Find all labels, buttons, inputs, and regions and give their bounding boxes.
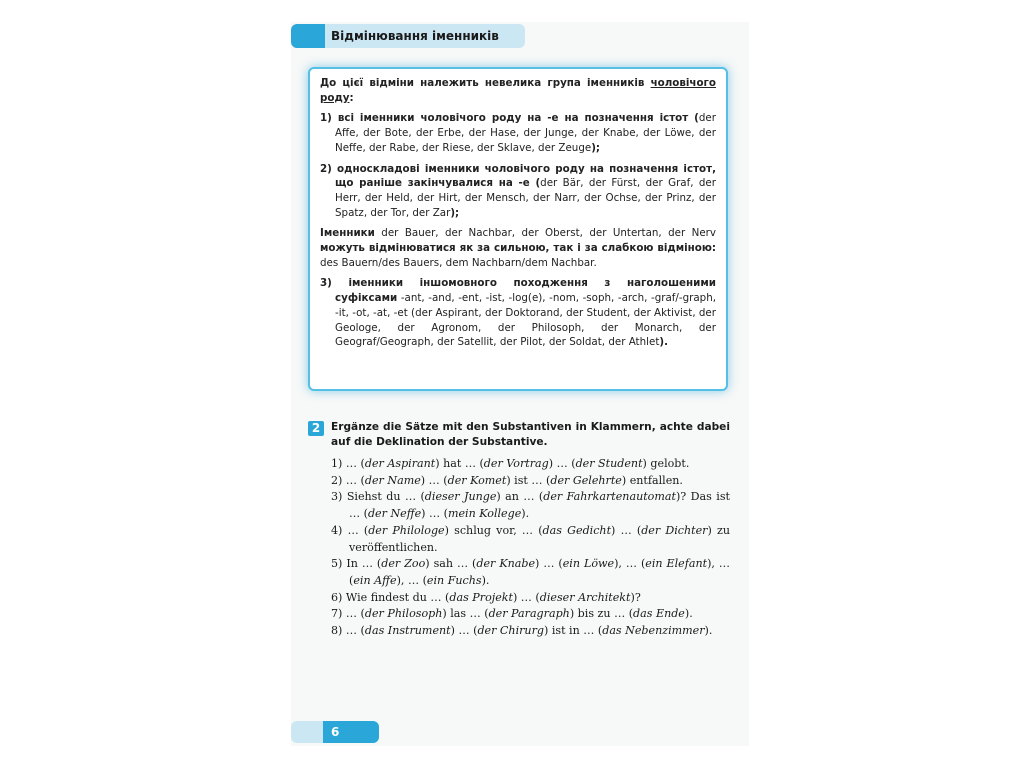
exercise-text: ) … ( (450, 624, 478, 638)
rule-item-2: 2) односкладові іменники чоловічого роду на позначення істот, що раніше закінчувалися на -е (der Bär, der Fürst, der Graf, der Herr, der Held, der Hirt, der Mensch, der Narr, der Ochse, der Prinz, der Spatz, der Tor, der Zar); (320, 162, 716, 219)
exercise-hint: der Student (575, 457, 643, 470)
exercise-hint: der Vortrag (483, 457, 549, 470)
exercise-hint: das Gedicht (542, 523, 612, 537)
exercise-text: ) entfallen. (621, 473, 683, 487)
exercise-text: ) an … ( (496, 490, 544, 504)
exercise-item (331, 623, 730, 640)
exercise-text: ) hat … ( (435, 457, 484, 470)
exercise-text: ) … ( (611, 523, 642, 537)
exercise-hint: das Ende (633, 607, 685, 621)
exercise-2 (308, 420, 730, 640)
exercise-item (331, 473, 730, 490)
exercise-hint: ein Fuchs (426, 573, 482, 587)
exercise-text: ) ist … ( (506, 473, 551, 487)
section-title: Відмінювання іменників (325, 24, 525, 48)
exercise-hint: ein Affe (353, 573, 397, 587)
exercise-text: ) bis zu … ( (569, 607, 634, 621)
exercise-text: 8) … ( (331, 624, 365, 638)
exercise-text: ), … ( (614, 557, 646, 571)
exercise-hint: der Name (364, 473, 421, 487)
exercise-hint: der Komet (447, 473, 507, 487)
exercise-hint: ein Elefant (645, 557, 708, 571)
exercise-text: 6) Wie findest du … ( (331, 590, 450, 604)
exercise-text: 4) … ( (331, 523, 369, 537)
exercise-hint: der Gelehrte (550, 473, 622, 487)
exercise-items (331, 456, 730, 640)
exercise-hint: der Philologe (368, 523, 445, 537)
exercise-text: )? (630, 590, 641, 604)
textbook-page (291, 22, 749, 746)
exercise-item (331, 590, 730, 607)
rule-intro: До цієї відміни належить невелика група іменників чоловічого роду: (320, 77, 716, 104)
exercise-text: ) las … ( (442, 607, 489, 621)
exercise-text: ) … ( (420, 473, 448, 487)
exercise-hint: der Fahrkartenautomat (543, 490, 676, 504)
exercise-text: ) schlug vor, … ( (444, 523, 543, 537)
exercise-text: ) … ( (548, 457, 576, 470)
exercise-item (331, 456, 730, 473)
exercise-text: 1) … ( (331, 457, 365, 470)
exercise-instruction: Ergänze die Sätze mit den Substantiven in Klammern, achte dabei auf die Deklination der Substantive. (331, 421, 730, 448)
exercise-hint: der Aspirant (364, 457, 436, 470)
section-header (291, 24, 525, 48)
exercise-hint: der Neffe (367, 507, 422, 521)
footer-accent-tab (291, 721, 323, 743)
exercise-hint: dieser Junge (424, 490, 497, 504)
exercise-text: ). (704, 624, 713, 638)
exercise-item (331, 556, 730, 589)
exercise-item (331, 523, 730, 556)
exercise-hint: ein Löwe (562, 557, 615, 571)
exercise-hint: das Instrument (364, 624, 451, 638)
exercise-text: ) … ( (535, 557, 563, 571)
exercise-text: ) gelobt. (642, 457, 690, 470)
exercise-hint: der Knabe (476, 557, 536, 571)
exercise-number-badge: 2 (308, 421, 324, 436)
exercise-text: ), … ( (396, 573, 427, 587)
exercise-text: ). (684, 607, 693, 621)
exercise-item (331, 606, 730, 623)
rule-item-3: 3) іменники іншомовного походження з наголошеними суфіксами -ant, -and, -ent, -ist, -log(e), -nom, -soph, -arch, -graf/-graph, -it, -ot, -at, -et (der Aspirant, der Doktorand, der Student, der Aktivist, der Geologe, der Agronom, der Philosoph, der Monarch, der Geograf/Geograph, der Satellit, der Pilot, der Soldat, der Athlet). (320, 277, 716, 349)
exercise-text: ) … ( (421, 507, 448, 521)
rule-intro-underlined: чоловічого роду (320, 77, 716, 104)
rule-note: Іменники der Bauer, der Nachbar, der Oberst, der Untertan, der Nerv можуть відмінюватися як за сильною, так і за слабкою відміною: des Bauern/des Bauers, dem Nachbarn/dem Nachbar. (320, 227, 716, 269)
page-number: 6 (323, 721, 379, 743)
exercise-text: )? Das ist … ( (349, 490, 730, 521)
exercise-text: 5) In … ( (331, 557, 382, 571)
exercise-hint: mein Kollege (447, 507, 522, 521)
exercise-text: ) ist in … ( (543, 624, 603, 638)
exercise-text: ). (481, 573, 490, 587)
exercise-hint: das Projekt (449, 590, 513, 604)
exercise-text: ), … ( (349, 557, 730, 587)
grammar-rule-box (308, 67, 728, 391)
exercise-text: 2) … ( (331, 473, 365, 487)
exercise-item (331, 489, 730, 522)
header-accent-tab (291, 24, 325, 48)
exercise-text: 3) Siehst du … ( (331, 490, 425, 504)
exercise-hint: der Philosoph (364, 607, 443, 621)
exercise-hint: der Paragraph (488, 607, 570, 621)
exercise-hint: der Dichter (641, 523, 708, 537)
exercise-hint: der Chirurg (477, 624, 544, 638)
exercise-text: 7) … ( (331, 607, 365, 621)
exercise-text: ) … ( (512, 590, 540, 604)
exercise-hint: der Zoo (381, 557, 426, 571)
exercise-hint: das Nebenzimmer (602, 624, 705, 638)
exercise-text: ) sah … ( (425, 557, 477, 571)
rule-item-1: 1) всі іменники чоловічого роду на -е на позначення істот (der Affe, der Bote, der Erbe, der Hase, der Junge, der Knabe, der Löwe, der Neffe, der Rabe, der Riese, der Sklave, der Zeuge); (320, 112, 716, 154)
exercise-text: ). (521, 507, 530, 521)
exercise-hint: dieser Architekt (539, 590, 631, 604)
exercise-text: ) zu veröffentlichen. (349, 523, 730, 554)
